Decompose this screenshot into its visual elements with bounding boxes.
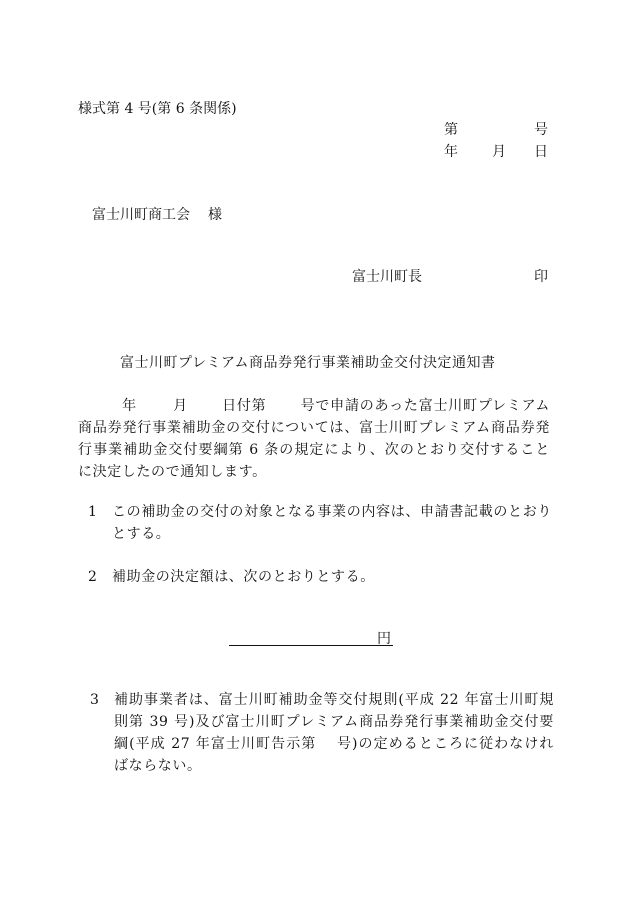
list-item: [88, 566, 552, 588]
number-prefix: 第: [444, 122, 458, 138]
item-text: この補助金の交付の対象となる事業の内容は、申請書記載のとおりとする。: [112, 504, 552, 542]
addressee: [92, 207, 222, 223]
addressee-name: 富士川町商工会: [92, 207, 190, 223]
list-item: [90, 689, 554, 777]
body-rest: 号で申請のあった富士川町プレミアム商品券発行事業補助金の交付については、富士川町プレミアム商品券発行事業補助金交付要綱第 6 条の規定により、次のとおり交付することに決定したので通知します。: [78, 398, 550, 480]
sender: [352, 269, 548, 285]
document-title: 富士川町プレミアム商品券発行事業補助金交付決定通知書: [120, 355, 496, 371]
list-item: [88, 501, 552, 545]
body-day-number: 日付第: [221, 398, 267, 414]
amount-field: [229, 627, 393, 646]
date-day: 日: [534, 144, 548, 160]
form-number-label: 様式第 4 号(第 6 条関係): [78, 101, 237, 117]
item-number: 1: [88, 504, 98, 520]
addressee-honorific: 様: [208, 207, 222, 223]
item-text: 補助事業者は、富士川町補助金等交付規則(平成 22 年富士川町規則第 39 号)及び富士川町プレミアム商品券発行事業補助金交付要綱(平成 27 年富士川町告示第 号)の定めるところに従わなければならない。: [114, 692, 554, 774]
amount-unit: 円: [377, 631, 391, 647]
date-year: 年: [444, 144, 458, 160]
item-number: 3: [90, 692, 100, 708]
number-suffix: 号: [534, 122, 548, 138]
seal-mark: 印: [534, 269, 548, 285]
date-month: 月: [492, 144, 506, 160]
item-number: 2: [88, 569, 98, 585]
sender-title: 富士川町長: [352, 269, 422, 285]
item-text: 補助金の決定額は、次のとおりとする。: [112, 569, 375, 585]
body-paragraph: [78, 395, 550, 483]
body-year: 年: [122, 398, 137, 414]
body-month: 月: [172, 398, 188, 414]
